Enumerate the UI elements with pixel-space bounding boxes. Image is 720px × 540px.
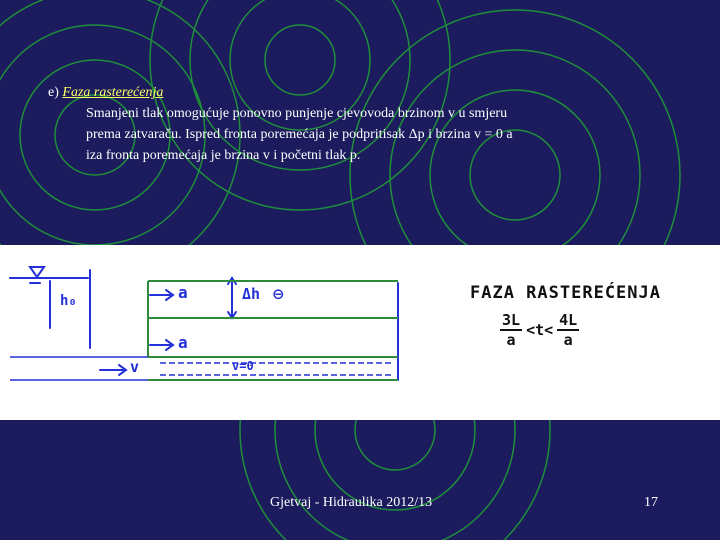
section-heading: Faza rasterećenja [62, 85, 164, 100]
fraction-den: a [563, 331, 573, 349]
inequality-middle: <t< [526, 321, 554, 339]
water-level-marker [30, 267, 44, 277]
label-v: v [130, 358, 140, 376]
label-a-upper: a [178, 283, 188, 302]
label-v0: v=0 [232, 359, 254, 373]
item-label: e) [48, 85, 59, 100]
hand-drawn-figure [0, 245, 720, 420]
figure-title: FAZA RASTEREĆENJA [470, 283, 661, 303]
body-line-3: iza fronta poremećaja je brzina v i početni tlak p. [86, 148, 361, 163]
text-block [48, 82, 648, 166]
label-dh-sign: ⊖ [272, 285, 285, 303]
fraction-3l-a [500, 311, 522, 349]
label-a-lower: a [178, 333, 188, 352]
footer-text: Gjetvaj - Hidraulika 2012/13 [270, 495, 433, 510]
fraction-4l-a [557, 311, 579, 349]
label-h0: h₀ [60, 293, 77, 309]
heading-line [48, 82, 648, 103]
body-line-2: prema zatvaraču. Ispred fronta poremećaja je podpritisak Δp i brzina v = 0 a [86, 127, 513, 142]
figure-sketch [0, 245, 720, 420]
fraction-num: 4L [559, 311, 578, 329]
page-number: 17 [644, 495, 658, 510]
fraction-num: 3L [502, 311, 521, 329]
fraction-den: a [506, 331, 516, 349]
body-line-1: Smanjeni tlak omogućuje ponovno punjenje cjevovoda brzinom v u smjeru [86, 106, 508, 121]
label-dh: Δh [242, 285, 261, 303]
time-inequality [500, 311, 579, 349]
